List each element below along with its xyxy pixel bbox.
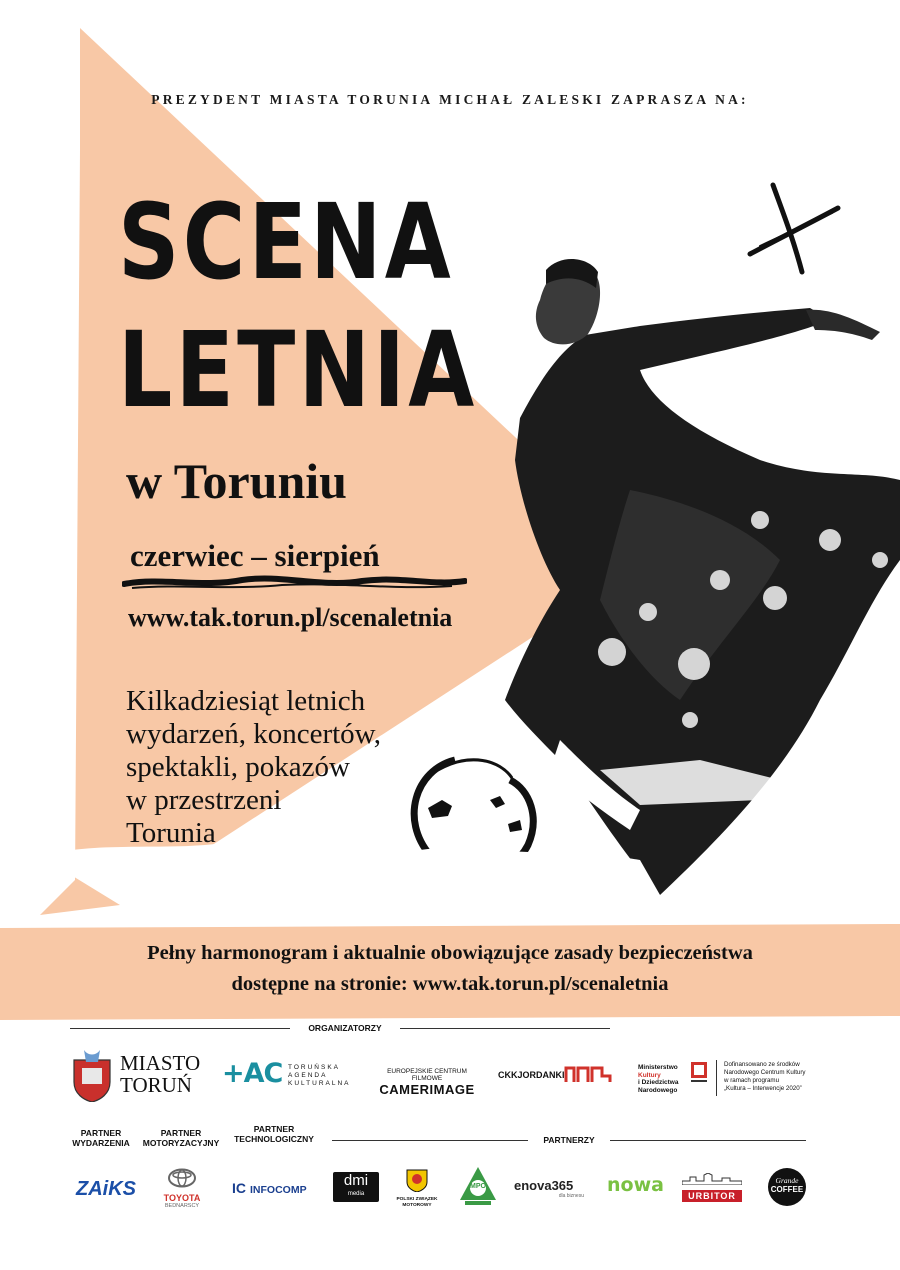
dmi-logo	[333, 1172, 379, 1202]
infocomp-mark-icon: IC	[232, 1180, 246, 1196]
website-url[interactable]: www.tak.torun.pl/scenaletnia	[128, 603, 453, 632]
cross-mark	[750, 185, 838, 272]
organizers-rule-left	[70, 1028, 290, 1029]
dmi-text: dmi	[343, 1172, 369, 1189]
toyota-logo	[160, 1168, 204, 1209]
torun-logo-line1: MIASTO	[120, 1051, 201, 1075]
info-line-2: dostępne na stronie: www.tak.torun.pl/scenaletnia	[231, 973, 669, 995]
pzm-emblem-icon	[405, 1168, 429, 1192]
dmi-sub: media	[347, 1191, 365, 1197]
tak-logo	[222, 1058, 362, 1094]
funding-note	[724, 1061, 834, 1093]
torun-logo	[72, 1050, 212, 1104]
description-line: Kilkadziesiąt letnich	[126, 685, 366, 717]
mpo-text: MPO	[470, 1183, 486, 1190]
tak-logo-text: TORUŃSKA	[288, 1064, 340, 1071]
pzm-line: MOTOROWY	[402, 1203, 432, 1208]
ministry-line: Kultury	[638, 1071, 661, 1079]
partners-rule-right	[610, 1140, 806, 1141]
pzm-line: POLSKI ZWIĄZEK	[396, 1197, 438, 1202]
funding-line: „Kultura – Interwencje 2020”	[724, 1085, 802, 1092]
partners-label: PARTNERZY	[543, 1135, 595, 1145]
title-subtitle: w Toruniu	[126, 453, 347, 509]
description-line: wydarzeń, koncertów,	[126, 718, 381, 750]
tech-partner-label: PARTNER TECHNOLOGICZNY	[234, 1124, 314, 1144]
infocomp-text: INFOCOMP	[250, 1184, 307, 1196]
tak-logo-text: AGENDA	[288, 1072, 328, 1079]
zaiks-logo: ZAiKS	[76, 1178, 136, 1200]
tak-logo-text: KULTURALNA	[288, 1080, 351, 1087]
ministry-logo	[638, 1060, 710, 1100]
nowa-logo: nowa	[607, 1174, 664, 1196]
urbitor-text: URBITOR	[682, 1190, 742, 1202]
pzm-logo	[394, 1168, 440, 1209]
event-partner-label: PARTNER WYDARZENIA	[72, 1128, 130, 1148]
organizers-rule-right	[400, 1028, 610, 1029]
camerimage-name: CAMERIMAGE	[379, 1082, 475, 1097]
toyota-emblem-icon	[167, 1168, 197, 1188]
brush-underline	[122, 572, 467, 594]
title-line-1: SCENA	[118, 181, 455, 303]
coffee-line: Grande	[775, 1176, 799, 1185]
funding-line: Narodowego Centrum Kultury	[724, 1069, 806, 1076]
jordanki-logo	[498, 1064, 618, 1092]
dancer-photo	[505, 259, 900, 895]
mpo-logo	[458, 1166, 498, 1211]
ministry-line: Narodowego	[638, 1086, 678, 1094]
ministry-line: i Dziedzictwa	[638, 1079, 679, 1086]
torun-logo-line2: TORUŃ	[120, 1073, 192, 1097]
toyota-text: TOYOTA	[163, 1193, 201, 1203]
coffee-line: COFFEE	[770, 1185, 804, 1194]
coffee-logo	[768, 1168, 806, 1206]
torun-crest-icon	[72, 1050, 112, 1102]
infocomp-logo	[232, 1180, 307, 1198]
camerimage-top: EUROPEJSKIE CENTRUM FILMOWE	[387, 1068, 467, 1082]
enova-logo	[514, 1178, 594, 1199]
jordanki-mark-icon	[564, 1064, 612, 1086]
toyota-sub: BEDNARSCY	[164, 1203, 200, 1209]
description-line: spektakli, pokazów	[126, 751, 350, 783]
enova-text: enova365	[514, 1178, 574, 1193]
description-line: w przestrzeni	[126, 784, 282, 816]
presenter-line: PREZYDENT MIASTA TORUNIA MICHAŁ ZALESKI ZAPRASZA NA:	[151, 92, 749, 107]
enova-sub: dla biznesu	[558, 1193, 584, 1199]
jordanki-name: CKKJORDANKI	[498, 1070, 565, 1080]
funding-divider	[716, 1060, 717, 1096]
organizers-label: ORGANIZATORZY	[308, 1023, 382, 1033]
season-dates: czerwiec – sierpień	[130, 538, 380, 573]
nck-icon	[690, 1060, 708, 1088]
description	[126, 685, 486, 850]
urbitor-skyline-icon	[682, 1173, 742, 1185]
description-line: Torunia	[126, 817, 216, 849]
partners-rule-left	[332, 1140, 528, 1141]
funding-line: Dofinansowano ze środków	[724, 1061, 800, 1068]
funding-line: w ramach programu	[724, 1077, 780, 1084]
title-line-2: LETNIA	[118, 309, 478, 431]
tak-logo-mark: +AC	[222, 1058, 283, 1089]
camerimage-logo	[372, 1068, 482, 1097]
ministry-line: Ministerstwo	[638, 1064, 678, 1071]
info-line-1: Pełny harmonogram i aktualnie obowiązujące zasady bezpieczeństwa	[147, 942, 753, 964]
info-banner	[0, 938, 900, 1000]
urbitor-logo	[682, 1172, 742, 1202]
motor-partner-label: PARTNER MOTORYZACYJNY	[142, 1128, 220, 1148]
